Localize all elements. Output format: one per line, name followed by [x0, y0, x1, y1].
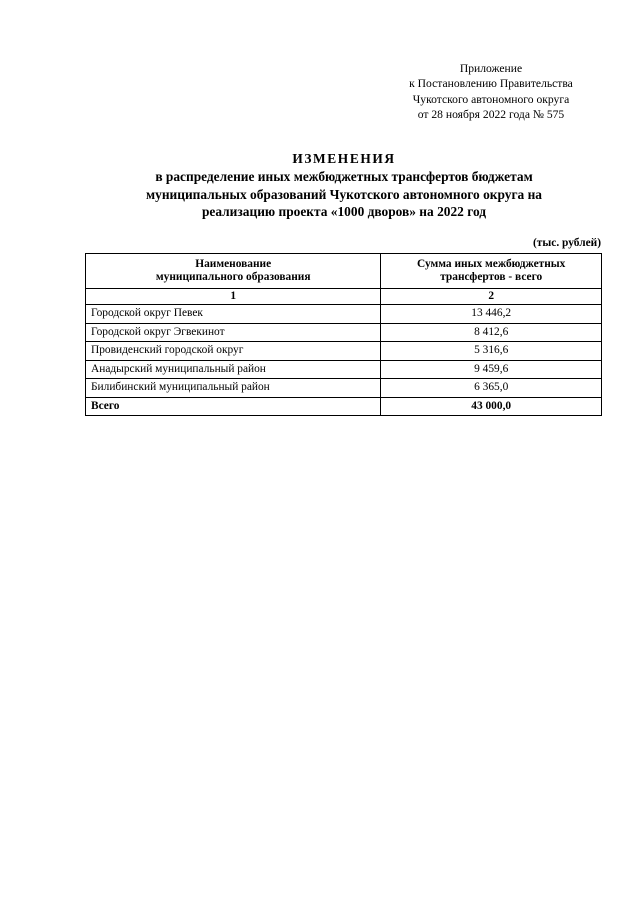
table-row — [86, 305, 602, 324]
column-header-municipality — [86, 254, 381, 289]
annex-title: Приложение — [459, 62, 523, 75]
column-header-amount-line-2: трансфертов - всего — [440, 271, 543, 283]
document-title: ИЗМЕНЕНИЯ — [292, 151, 396, 166]
column-number-row — [86, 289, 602, 305]
municipality-name: Городской округ Певек — [86, 305, 381, 324]
column-header-municipality-line-2: муниципального образования — [155, 271, 311, 283]
table-row — [86, 360, 602, 379]
annex-date-number: от 28 ноября 2022 года № 575 — [417, 108, 565, 122]
column-number-1: 1 — [86, 289, 381, 305]
column-header-municipality-line-1: Наименование — [195, 258, 272, 270]
annex-block — [360, 61, 622, 123]
table-row — [86, 342, 602, 361]
transfer-amount: 13 446,2 — [381, 305, 602, 324]
transfer-amount: 9 459,6 — [381, 360, 602, 379]
table-header-row — [86, 254, 602, 289]
transfer-amount: 8 412,6 — [381, 323, 602, 342]
document-subtitle-line-3: реализацию проекта «1000 дворов» на 2022 год — [201, 204, 487, 219]
document-heading — [84, 150, 604, 221]
units-label: (тыс. рублей) — [533, 237, 601, 249]
municipality-name: Провиденский городской округ — [86, 342, 381, 361]
table-row — [86, 323, 602, 342]
table-row — [86, 379, 602, 398]
annex-resolution-ref: к Постановлению Правительства — [409, 77, 573, 91]
document-subtitle-line-1: в распределение иных межбюджетных трансфертов бюджетам — [155, 169, 533, 184]
total-label: Всего — [86, 397, 381, 416]
municipality-name: Анадырский муниципальный район — [86, 360, 381, 379]
transfer-amount: 5 316,6 — [381, 342, 602, 361]
municipality-name: Билибинский муниципальный район — [86, 379, 381, 398]
column-number-2: 2 — [381, 289, 602, 305]
municipality-name: Городской округ Эгвекинот — [86, 323, 381, 342]
annex-region: Чукотского автономного округа — [412, 92, 570, 106]
total-row — [86, 397, 602, 416]
transfer-amount: 6 365,0 — [381, 379, 602, 398]
column-header-amount — [381, 254, 602, 289]
transfers-table — [85, 253, 602, 416]
document-subtitle-line-2: муниципальных образований Чукотского автономного округа на — [146, 186, 542, 202]
total-amount: 43 000,0 — [381, 397, 602, 416]
column-header-amount-line-1: Сумма иных межбюджетных — [417, 258, 566, 270]
